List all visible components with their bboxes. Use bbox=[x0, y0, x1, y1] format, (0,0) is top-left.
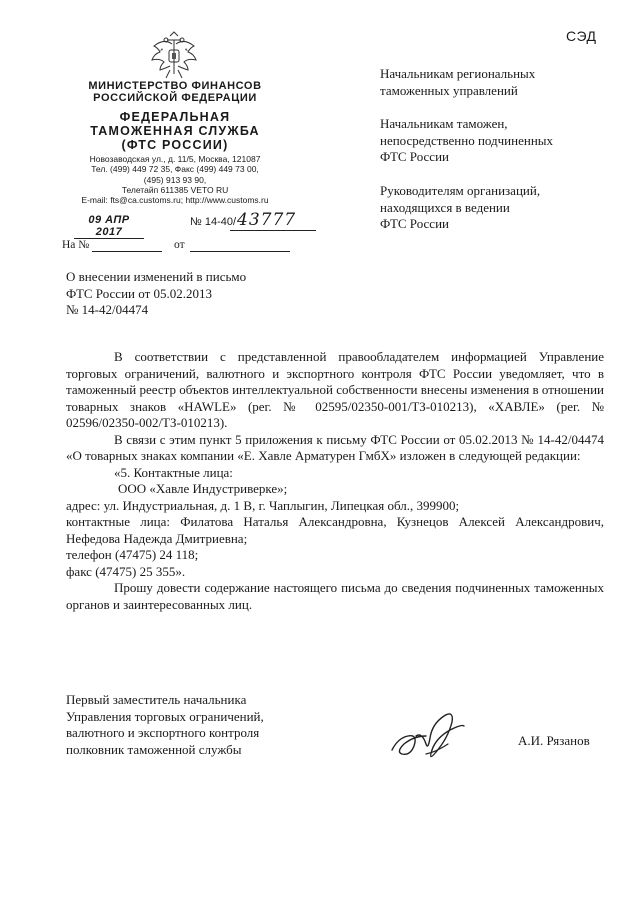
reference-line bbox=[62, 239, 322, 251]
addressee-regional: Начальникам региональных таможенных управлений bbox=[380, 66, 536, 98]
signatory-position: Первый заместитель начальника Управления торговых ограничений, валютного и экспортного контроля полковник таможенной службы bbox=[66, 692, 264, 757]
agency-name: ФЕДЕРАЛЬНАЯ ТАМОЖЕННАЯ СЛУЖБА (ФТС РОССИИ) bbox=[90, 110, 260, 152]
outgoing-number-prefix: № 14-40/ bbox=[190, 216, 237, 228]
handwritten-signature bbox=[386, 706, 478, 768]
document-code: СЭД bbox=[566, 28, 597, 44]
paragraph-company: ООО «Хавле Индустриверке»; bbox=[118, 481, 288, 496]
addressee-customs: Начальникам таможен, непосредственно подчиненных ФТС России bbox=[380, 116, 554, 164]
reference-date-underline bbox=[190, 251, 290, 252]
paragraph-amendment: В связи с этим пункт 5 приложения к письму ФТС России от 05.02.2013 № 14-42/04474 «О товарных знаках компании «Е. Хавле Арматурен ГмбХ» изложен в следующей редакции: bbox=[66, 431, 604, 463]
paragraph-address: адрес: ул. Индустриальная, д. 1 В, г. Чаплыгин, Липецкая обл., 399900; bbox=[66, 497, 460, 513]
paragraph-contact-persons: контактные лица: Филатова Наталья Александровна, Кузнецов Алексей Александрович, Нефедова Надежда Дмитриевна; bbox=[66, 514, 604, 546]
letter-subject: О внесении изменений в письмо ФТС России от 05.02.2013 № 14-42/04474 bbox=[66, 269, 247, 317]
phone-line: Тел. (499) 449 72 35, Факс (499) 449 73 00, bbox=[91, 164, 259, 175]
coat-of-arms-emblem bbox=[148, 30, 200, 80]
address-line: Новозаводская ул., д. 11/5, Москва, 121087 bbox=[89, 154, 261, 164]
phone-line-2: (495) 913 93 90, bbox=[143, 174, 207, 185]
paragraph-fax: факс (47475) 25 355». bbox=[66, 563, 186, 579]
date-stamp: 09 АПР 2017 bbox=[74, 214, 144, 239]
number-underline bbox=[230, 230, 316, 231]
paragraph-phone: телефон (47475) 24 118; bbox=[66, 547, 199, 562]
registration-line bbox=[62, 210, 322, 238]
ministry-name: МИНИСТЕРСТВО ФИНАНСОВ РОССИЙСКОЙ ФЕДЕРАЦИИ bbox=[88, 80, 262, 104]
paragraph-request: Прошу довести содержание настоящего письма до сведения подчиненных таможенных органов и заинтересованных лиц. bbox=[66, 580, 604, 612]
outgoing-number-handwritten: 43777 bbox=[237, 210, 297, 230]
teletype-line: Телетайп 611385 VETO RU bbox=[121, 184, 229, 195]
agency-contacts bbox=[62, 154, 288, 205]
reference-from-label: от bbox=[174, 239, 185, 251]
paragraph-contacts-heading: «5. Контактные лица: bbox=[114, 464, 233, 480]
paragraph-notification: В соответствии с представленной правообладателем информацией Управление торговых ограничений, валютного и экспортного контроля ФТС России уведомляет, что в таможенный реестр объектов интеллектуальной собственности внесены изменения в отношении товарных знаков «HAWLE» (рег. № 02595/02350-001/ТЗ-010213), «ХАВЛЕ» (рег. № 02596/02350-002/ТЗ-010213). bbox=[66, 349, 604, 430]
reference-underline bbox=[92, 251, 162, 252]
signatory-name: А.И. Рязанов bbox=[518, 733, 590, 748]
letter-body bbox=[66, 349, 604, 613]
reference-label: На № bbox=[62, 239, 90, 251]
addressee-organizations: Руководителям организаций, находящихся в ведении ФТС России bbox=[380, 183, 541, 231]
email-line: E-mail: fts@ca.customs.ru; http://www.customs.ru bbox=[81, 195, 269, 206]
